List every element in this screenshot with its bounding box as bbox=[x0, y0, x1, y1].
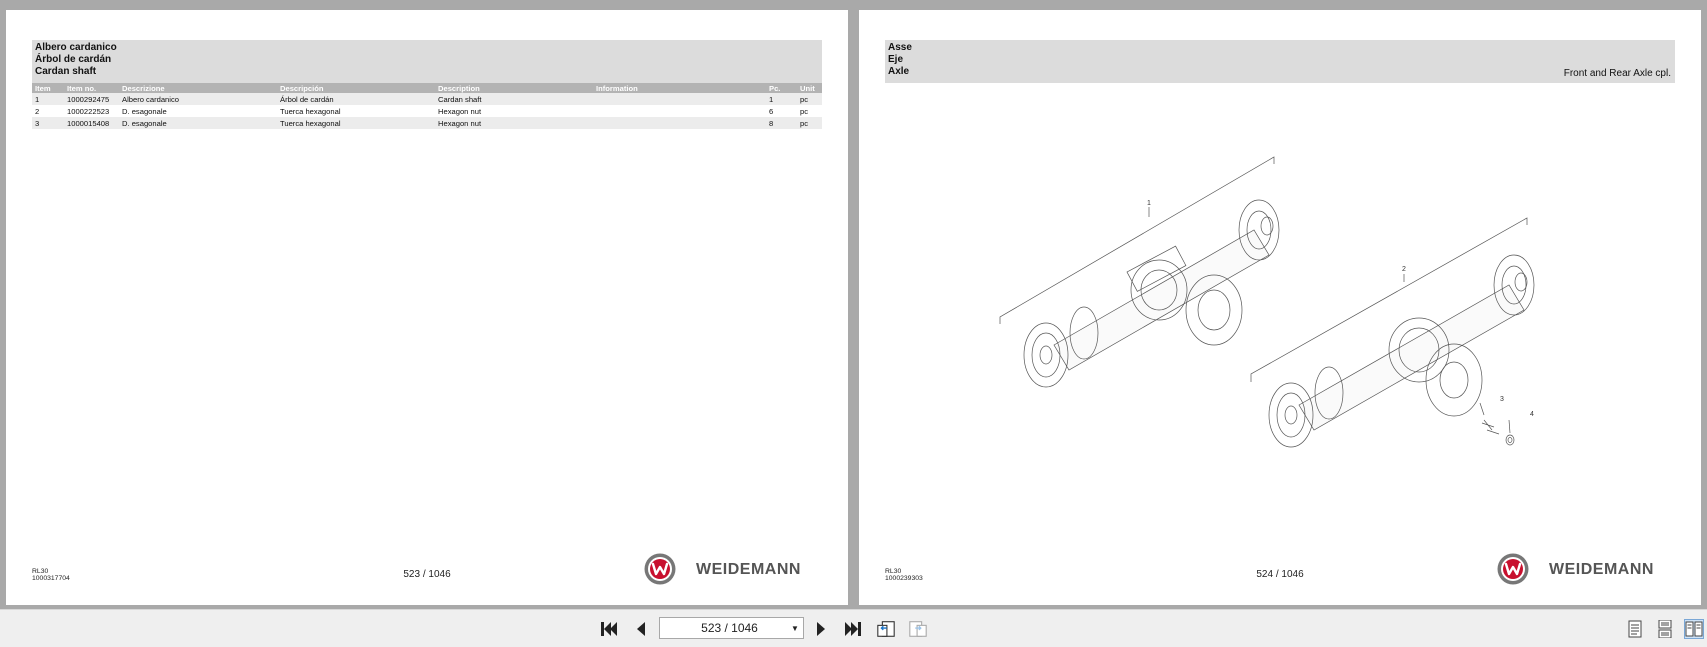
cell-pc: 6 bbox=[766, 105, 797, 117]
brand-mark bbox=[1497, 551, 1687, 587]
chevron-down-icon: ▼ bbox=[791, 623, 799, 633]
header-title-it: Asse bbox=[888, 42, 912, 53]
left-page bbox=[6, 10, 848, 605]
column-header-item-no: Item no. bbox=[64, 83, 119, 93]
table-row bbox=[32, 117, 822, 129]
navigate-forward-icon bbox=[908, 619, 928, 639]
cell-item-no: 1000292475 bbox=[64, 93, 119, 105]
brand-name: WEIDEMANN bbox=[696, 561, 801, 578]
footer-page-number: 523 / 1046 bbox=[403, 569, 451, 580]
table-row bbox=[32, 93, 822, 105]
cell-description: Cardan shaft bbox=[435, 93, 593, 105]
table-header-row bbox=[32, 83, 822, 93]
two-page-view-icon bbox=[1685, 621, 1703, 637]
weidemann-logo-icon bbox=[1497, 553, 1529, 585]
previous-page-icon bbox=[634, 621, 646, 637]
header-title-en: Cardan shaft bbox=[35, 66, 97, 77]
page-header bbox=[885, 40, 1675, 83]
cell-descripcion: Árbol de cardán bbox=[277, 93, 435, 105]
cell-pc: 1 bbox=[766, 93, 797, 105]
column-header-descrizione: Descrizione bbox=[119, 83, 277, 93]
page-number-select[interactable] bbox=[659, 617, 804, 639]
header-assembly-name: Front and Rear Axle cpl. bbox=[1563, 68, 1671, 79]
footer-doc-number: 1000239303 bbox=[885, 575, 923, 582]
last-page-button[interactable] bbox=[843, 619, 863, 639]
next-page-button[interactable] bbox=[812, 619, 832, 639]
cell-descrizione: Albero cardanico bbox=[119, 93, 277, 105]
continuous-view-icon bbox=[1657, 620, 1673, 638]
callout-label: 3 bbox=[1500, 396, 1504, 403]
column-header-information: Information bbox=[593, 83, 766, 93]
cell-item-no: 1000015408 bbox=[64, 117, 119, 129]
navigate-back-icon bbox=[876, 619, 896, 639]
cell-pc: 8 bbox=[766, 117, 797, 129]
footer-model-name: RL30 bbox=[32, 568, 49, 575]
footer-doc-number: 1000317704 bbox=[32, 575, 70, 582]
last-page-icon bbox=[844, 621, 862, 637]
cell-item: 2 bbox=[32, 105, 64, 117]
column-header-pc: Pc. bbox=[766, 83, 797, 93]
navigate-back-button[interactable] bbox=[876, 619, 896, 639]
callout-label: 4 bbox=[1530, 411, 1534, 418]
cell-descripcion: Tuerca hexagonal bbox=[277, 117, 435, 129]
parts-table bbox=[32, 83, 822, 129]
cell-unit: pc bbox=[797, 105, 822, 117]
navigate-forward-button[interactable] bbox=[908, 619, 928, 639]
page-header bbox=[32, 40, 822, 83]
cell-item-no: 1000222523 bbox=[64, 105, 119, 117]
next-page-icon bbox=[816, 621, 828, 637]
page-number-value: 523 / 1046 bbox=[701, 621, 758, 635]
cell-information bbox=[593, 117, 766, 129]
brand-mark bbox=[644, 551, 834, 587]
header-title-es: Eje bbox=[888, 54, 904, 65]
footer-page-number: 524 / 1046 bbox=[1256, 569, 1304, 580]
viewer-toolbar bbox=[0, 609, 1707, 647]
column-header-item: Item bbox=[32, 83, 64, 93]
right-page bbox=[859, 10, 1701, 605]
callout-label: 1 bbox=[1147, 200, 1151, 207]
cell-descrizione: D. esagonale bbox=[119, 105, 277, 117]
first-page-button[interactable] bbox=[599, 619, 619, 639]
cell-unit: pc bbox=[797, 93, 822, 105]
first-page-icon bbox=[600, 621, 618, 637]
cell-description: Hexagon nut bbox=[435, 105, 593, 117]
column-header-description: Description bbox=[435, 83, 593, 93]
cell-descrizione: D. esagonale bbox=[119, 117, 277, 129]
cell-information bbox=[593, 105, 766, 117]
cell-information bbox=[593, 93, 766, 105]
header-title-it: Albero cardanico bbox=[35, 42, 117, 53]
brand-name: WEIDEMANN bbox=[1549, 561, 1654, 578]
single-page-view-button[interactable] bbox=[1625, 619, 1645, 639]
cell-description: Hexagon nut bbox=[435, 117, 593, 129]
weidemann-logo-icon bbox=[644, 553, 676, 585]
header-title-en: Axle bbox=[888, 66, 910, 77]
header-title-es: Árbol de cardán bbox=[35, 54, 112, 65]
two-page-view-button[interactable] bbox=[1684, 619, 1704, 639]
column-header-descripcion: Descripción bbox=[277, 83, 435, 93]
axle-exploded-diagram bbox=[859, 100, 1701, 520]
footer-model-name: RL30 bbox=[885, 568, 902, 575]
continuous-view-button[interactable] bbox=[1655, 619, 1675, 639]
cell-unit: pc bbox=[797, 117, 822, 129]
previous-page-button[interactable] bbox=[630, 619, 650, 639]
cell-item: 3 bbox=[32, 117, 64, 129]
table-row bbox=[32, 105, 822, 117]
cell-descripcion: Tuerca hexagonal bbox=[277, 105, 435, 117]
cell-item: 1 bbox=[32, 93, 64, 105]
callout-label: 2 bbox=[1402, 266, 1406, 273]
single-page-view-icon bbox=[1627, 620, 1643, 638]
column-header-unit: Unit bbox=[797, 83, 822, 93]
